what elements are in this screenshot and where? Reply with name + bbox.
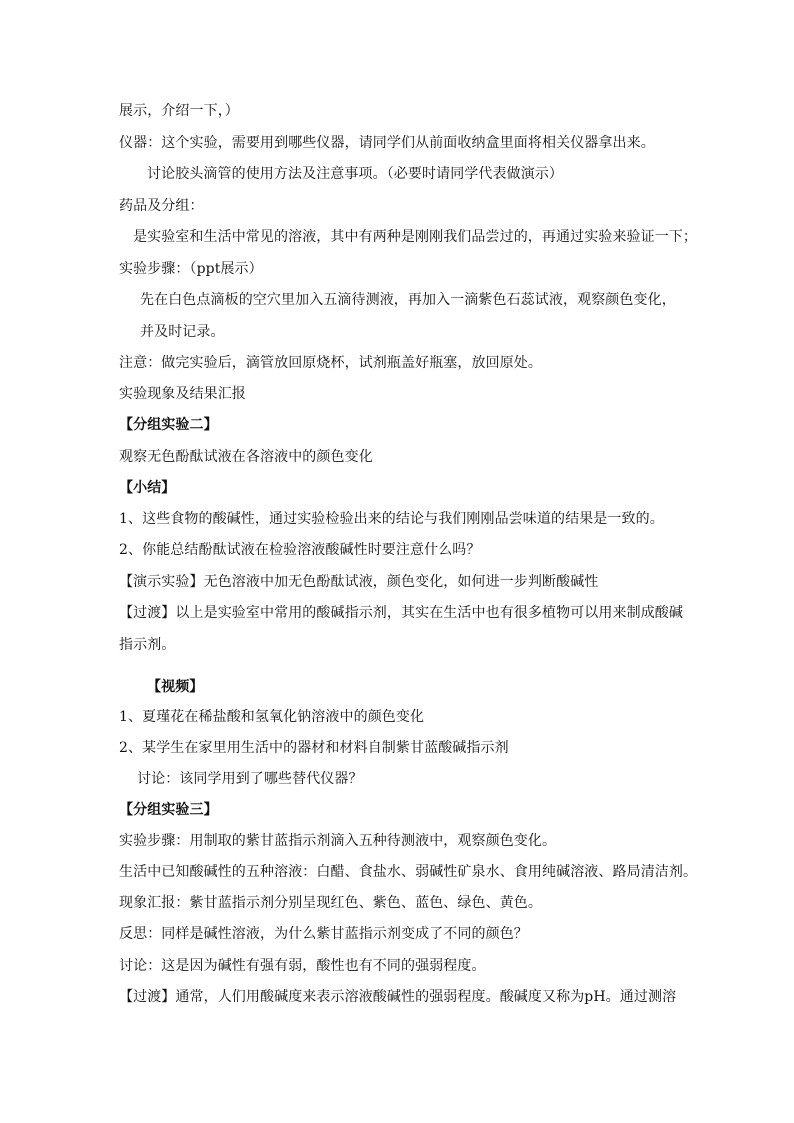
- text-line: 1、这些食物的酸碱性，通过实验检验出来的结论与我们刚刚品尝味道的结果是一致的。: [119, 511, 664, 527]
- text-line: 2、你能总结酚酞试液在检验溶液酸碱性时要注意什么吗？: [119, 542, 481, 558]
- text-line: 观察无色酚酞试液在各溶液中的颜色变化: [119, 449, 373, 465]
- text-line: 实验步骤：（ppt展示）: [119, 261, 263, 277]
- text-line: 药品及分组：: [119, 198, 204, 214]
- text-line: 生活中已知酸碱性的五种溶液：白醋、食盐水、弱碱性矿泉水、食用纯碱溶液、路局清洁剂。: [119, 864, 698, 880]
- text-line: 【演示实验】无色溶液中加无色酚酞试液，颜色变化，如何进一步判断酸碱性: [119, 574, 599, 590]
- text-line: 是实验室和生活中常见的溶液，其中有两种是刚刚我们品尝过的，再通过实验来验证一下；: [133, 229, 697, 245]
- text-line: 展示，介绍一下，）: [119, 103, 239, 119]
- text-line: 实验现象及结果汇报: [119, 386, 246, 402]
- section-heading: 【分组实验三】: [119, 802, 218, 818]
- text-line: 1、夏瑾花在稀盐酸和氢氧化钠溶液中的颜色变化: [119, 709, 425, 725]
- section-heading: 【分组实验二】: [119, 417, 218, 433]
- text-line: 讨论胶头滴管的使用方法及注意事项。（必要时请同学代表做演示）: [147, 166, 563, 182]
- section-heading: 【小结】: [119, 480, 176, 496]
- text-line: 先在白色点滴板的空穴里加入五滴待测液，再加入一滴紫色石蕊试液，观察颜色变化，: [140, 292, 676, 308]
- text-line: 2、某学生在家里用生活中的器材和材料自制紫甘蓝酸碱指示剂: [119, 740, 509, 756]
- text-line: 实验步骤：用制取的紫甘蓝指示剂滴入五种待测液中，观察颜色变化。: [119, 833, 557, 849]
- text-line: 仪器：这个实验，需要用到哪些仪器，请同学们从前面收纳盒里面将相关仪器拿出来。: [119, 135, 655, 151]
- text-line: 讨论：该同学用到了哪些替代仪器？: [137, 771, 363, 787]
- section-heading: 【视频】: [147, 679, 204, 695]
- text-line: 【过渡】通常，人们用酸碱度来表示溶液酸碱性的强弱程度。酸碱度又称为pH。通过测溶: [119, 989, 677, 1005]
- text-line: 并及时记录。: [140, 324, 225, 340]
- text-line: 注意：做完实验后，滴管放回原烧杯，试剂瓶盖好瓶塞，放回原处。: [119, 355, 542, 371]
- text-line: 【过渡】以上是实验室中常用的酸碱指示剂，其实在生活中也有很多植物可以用来制成酸碱: [119, 605, 683, 621]
- text-line: 现象汇报：紫甘蓝指示剂分别呈现红色、紫色、蓝色、绿色、黄色。: [119, 895, 542, 911]
- text-line: 反思：同样是碱性溶液，为什么紫甘蓝指示剂变成了不同的颜色？: [119, 926, 528, 942]
- text-line: 讨论：这是因为碱性有强有弱，酸性也有不同的强弱程度。: [119, 958, 486, 974]
- text-line: 指示剂。: [119, 637, 176, 653]
